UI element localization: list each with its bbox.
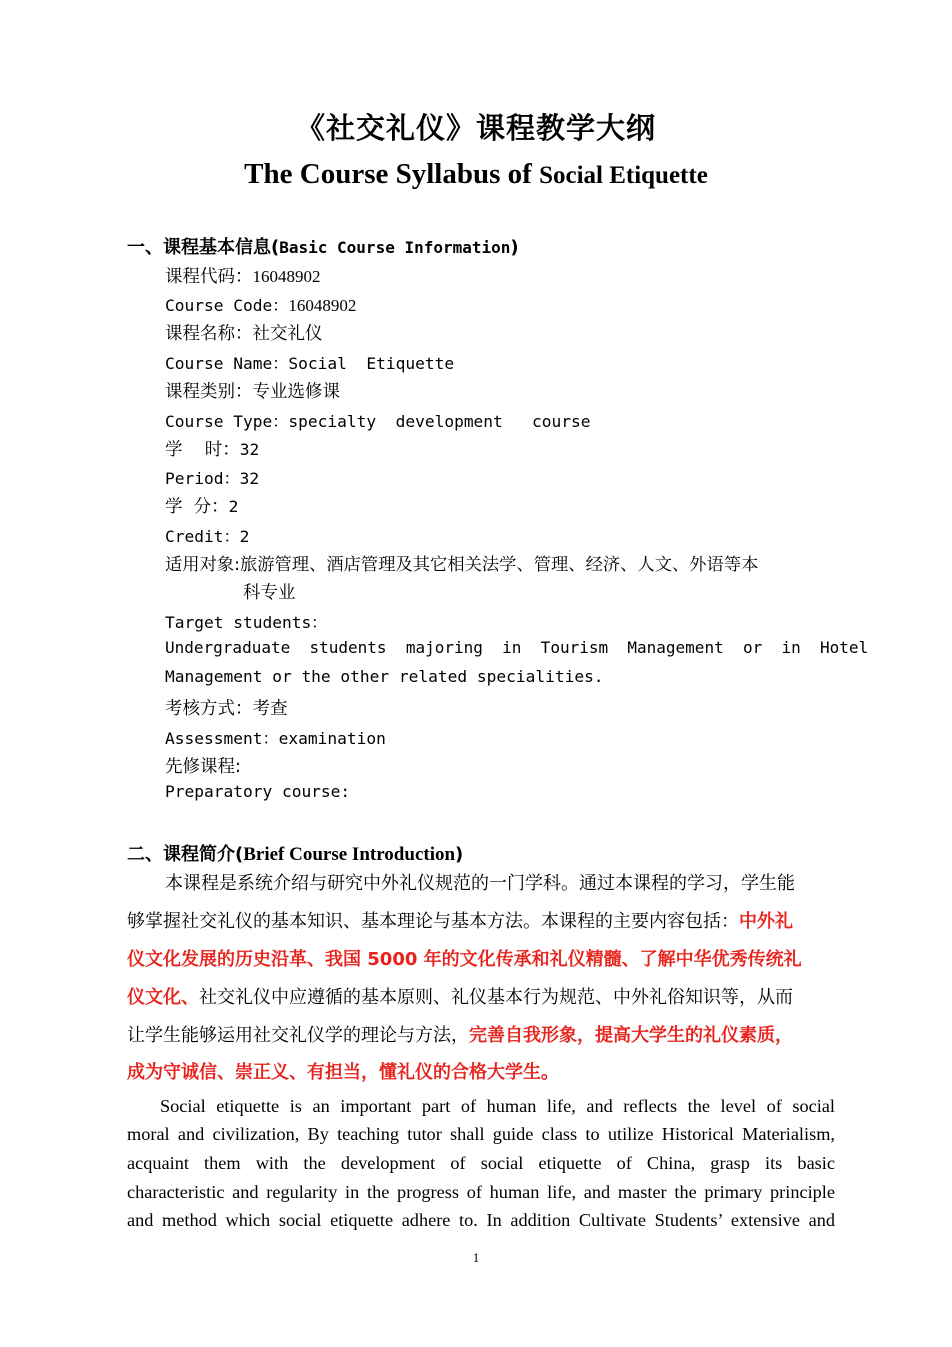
intro-cn-line6-highlight: 成为守诚信、崇正义、有担当，懂礼仪的合格大学生。 <box>127 1062 559 1083</box>
intro-cn-line3-highlight: 仪文化发展的历史沿革、我国 5000 年的文化传承和礼仪精髓、了解中华优秀传统礼 <box>127 949 802 970</box>
section2-heading <box>127 840 463 866</box>
intro-cn-line5 <box>127 1021 835 1047</box>
intro-cn-line4-highlight: 仪文化、 <box>127 987 199 1008</box>
intro-en-line4: characteristic and regularity in the progress of human life, and master the primary principle <box>127 1182 835 1202</box>
prerequisite-cn: 先修课程: <box>165 757 241 777</box>
section1-heading-cn: 一、课程基本信息( <box>127 237 280 258</box>
period-cn-value: 32 <box>239 440 260 459</box>
course-name-en: Course Name：Social Etiquette <box>165 354 455 373</box>
intro-en-line1: Social etiquette is an important part of human life, and reflects the level of social <box>160 1096 835 1116</box>
credit-en: Credit：2 <box>165 527 250 546</box>
title-english-sub: Social Etiquette <box>539 162 708 189</box>
period-cn-label: 学 时： <box>165 440 240 460</box>
course-code-cn-label: 课程代码： <box>165 267 253 287</box>
course-code-en-value: 16048902 <box>288 296 357 315</box>
section1-heading-en: Basic Course Information <box>279 238 511 257</box>
course-type-cn: 课程类别：专业选修课 <box>165 382 340 402</box>
prerequisite-en: Preparatory course: <box>165 782 351 801</box>
title-english-main: The Course Syllabus of <box>244 158 532 190</box>
section1-heading <box>127 233 519 259</box>
course-name-cn: 课程名称：社交礼仪 <box>165 324 323 344</box>
intro-cn-line5-text: 让学生能够运用社交礼仪学的理论与方法， <box>127 1025 469 1046</box>
intro-cn-line2 <box>127 907 835 933</box>
section2-heading-end: ) <box>455 844 464 865</box>
course-code-en <box>165 292 356 316</box>
period-en: Period：32 <box>165 469 260 488</box>
assessment-en: Assessment：examination <box>165 729 386 748</box>
title-english <box>0 158 952 191</box>
credit-cn-label: 学 分： <box>165 497 229 517</box>
course-type-en: Course Type：specialty development course <box>165 412 591 431</box>
target-students-en-label: Target students： <box>165 613 328 632</box>
intro-cn-line2-highlight: 中外礼 <box>739 911 793 932</box>
section2-heading-en: Brief Course Introduction <box>243 844 456 865</box>
intro-cn-line2-text: 够掌握社交礼仪的基本知识、基本理论与基本方法。本课程的主要内容包括： <box>127 911 739 932</box>
intro-en-line5: and method which social etiquette adhere to. In addition Cultivate Students’ extensive and <box>127 1210 835 1230</box>
target-students-cn-line2: 科专业 <box>243 583 296 603</box>
credit-cn <box>165 493 238 518</box>
intro-cn-line4 <box>127 983 835 1009</box>
period-cn <box>165 436 259 461</box>
course-code-cn-value: 16048902 <box>252 267 321 286</box>
target-students-en-line1: Undergraduate students majoring in Tourism Management or in Hotel <box>165 638 869 657</box>
intro-cn-line5-highlight: 完善自我形象，提高大学生的礼仪素质， <box>469 1025 793 1046</box>
section1-heading-end: ) <box>510 237 519 258</box>
course-code-cn <box>165 263 321 288</box>
page-number: 1 <box>472 1250 480 1265</box>
target-students-cn-line1: 适用对象:旅游管理、酒店管理及其它相关法学、管理、经济、人文、外语等本 <box>165 555 759 575</box>
intro-en-line2: moral and civilization, By teaching tutor shall guide class to utilize Historical Materialism, <box>127 1124 835 1144</box>
credit-cn-value: 2 <box>228 497 239 516</box>
title-chinese: 《社交礼仪》课程教学大纲 <box>295 111 656 145</box>
intro-cn-line1: 本课程是系统介绍与研究中外礼仪规范的一门学科。通过本课程的学习，学生能 <box>165 873 795 894</box>
section2-heading-cn: 二、课程简介( <box>127 844 244 865</box>
target-students-en-line2: Management or the other related specialities. <box>165 667 604 686</box>
assessment-cn: 考核方式：考查 <box>165 699 288 719</box>
course-code-en-label: Course Code： <box>165 296 289 315</box>
intro-en-line3: acquaint them with the development of social etiquette of China, grasp its basic <box>127 1153 835 1173</box>
intro-cn-line4-text: 社交礼仪中应遵循的基本原则、礼仪基本行为规范、中外礼俗知识等，从而 <box>199 987 793 1008</box>
